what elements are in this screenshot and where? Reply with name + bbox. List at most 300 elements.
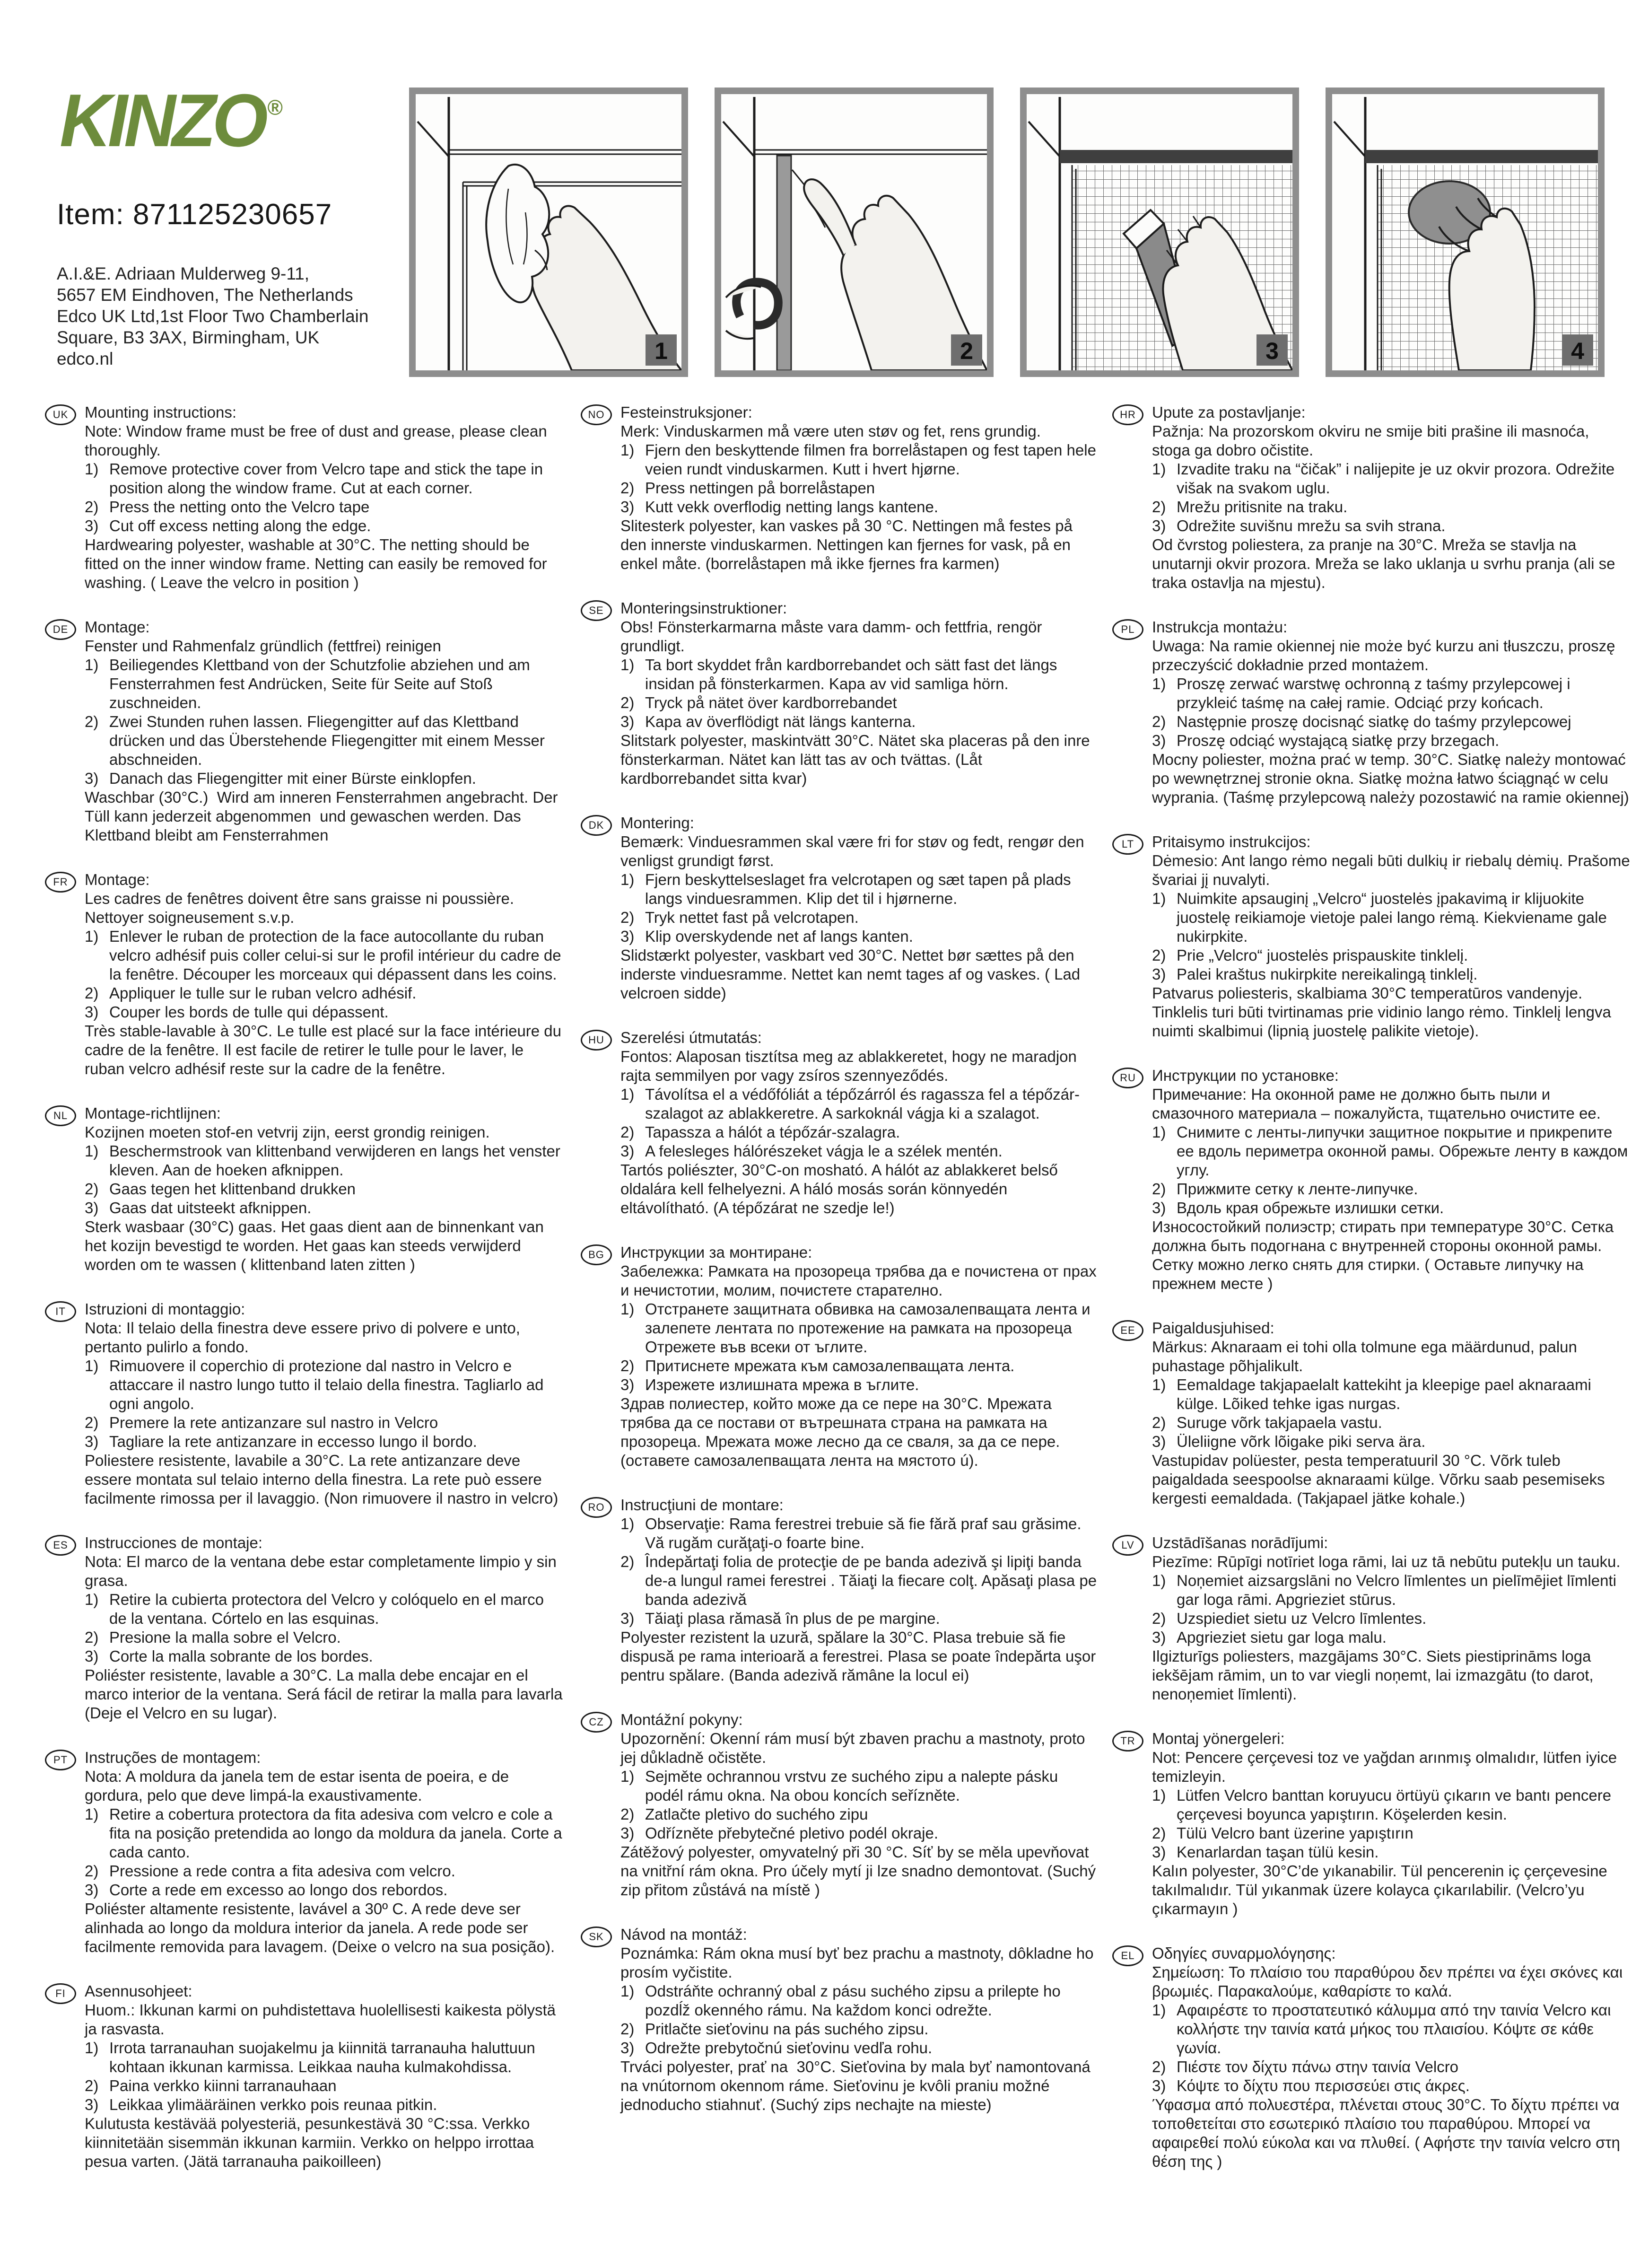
- lang-block-footer-note: Ύφασμα από πολυεστέρα, πλένεται στους 30°C. Το δίχτυ πρέπει να τοποθετείται στο εσωτερικό πλαίσιο του παραθύρου. Μπορεί να αφαιρεθεί πολύ εύκολα και να πλυθεί. ( Αφήστε την ταινία velcro στη θέση της ): [1152, 2096, 1625, 2170]
- step-number: 3): [1152, 1629, 1166, 1646]
- manufacturer-address: [57, 263, 368, 369]
- instruction-step-1: [620, 1515, 1100, 1552]
- language-code-badge-pl: PL: [1112, 619, 1143, 640]
- lang-block-body: [85, 1748, 564, 1956]
- instruction-step-3: [620, 1609, 1100, 1628]
- step-text: Observaţie: Rama ferestrei trebuie să fie fără praf sau grăsime. Vă rugăm curăţaţi-o foarte bine.: [645, 1515, 1082, 1551]
- step-number: 3): [620, 1376, 635, 1393]
- step-number: 1): [1152, 1376, 1166, 1393]
- lang-block-note: Nota: A moldura da janela tem de estar isenta de poeira, e de gordura, pelo que deve limpá-la exaustivamente.: [85, 1768, 514, 1804]
- step-number: 3): [1152, 1433, 1166, 1450]
- step-text: Appliquer le tulle sur le ruban velcro adhésif.: [109, 984, 417, 1002]
- step-text: Отстранете защитната обвивка на самозалепващата лента и залепете лентата по протежение на рамката на прозореца Отрежете във всеки от ъглите.: [645, 1300, 1091, 1356]
- lang-block-uk: [45, 403, 564, 592]
- step-text: Remove protective cover from Velcro tape and stick the tape in position along the window frame. Cut at each corner.: [109, 460, 543, 497]
- step-text: Távolítsa el a védőfóliát a tépőzárról és ragassza fel a tépőzár-szalagot az ablakkeretre. A sarkoknál vágja ki a szalagot.: [645, 1086, 1080, 1122]
- lang-block-heading: Montage:: [85, 618, 150, 636]
- lang-block-body: [1152, 1533, 1632, 1704]
- language-column-1: [45, 403, 567, 2197]
- step-text: Gaas tegen het klittenband drukken: [109, 1180, 356, 1198]
- lang-block-body: [620, 599, 1100, 788]
- step-text: Proszę zerwać warstwę ochronną z taśmy przylepcowej i przykleić taśmę na całej ramie. Odciąć przy końcach.: [1177, 675, 1570, 711]
- registered-trademark-icon: ®: [267, 95, 283, 120]
- step-number: 3): [85, 1003, 99, 1021]
- step-number: 2): [85, 498, 99, 516]
- instruction-step-3: [85, 1881, 564, 1900]
- lang-block-body: [85, 1982, 564, 2171]
- instruction-step-1: [620, 1085, 1100, 1123]
- lang-block-footer-note: Sterk wasbaar (30°C) gaas. Het gaas dient aan de binnenkant van het kozijn bevestigd te worden. Het gaas kan steeds verwijderd worden om te wassen ( klittenband laten zitten ): [85, 1218, 548, 1273]
- lang-block-body: [85, 870, 564, 1078]
- lang-block-note: Uwaga: Na ramie okiennej nie może być kurzu ani tłuszczu, proszę przeczyścić dokładnie przed montażem.: [1152, 637, 1620, 674]
- illustration-panel-1: [409, 88, 688, 377]
- language-code-badge-pt: PT: [45, 1750, 76, 1770]
- lang-block-pl: [1112, 618, 1632, 807]
- step-text: A felesleges hálórészeket vágja le a szélek mentén.: [645, 1142, 1003, 1160]
- lang-block-fi: [45, 1982, 564, 2171]
- step-number: 3): [85, 2096, 99, 2113]
- step-number: 1): [1152, 1786, 1166, 1804]
- instruction-step-3: [620, 1824, 1100, 1843]
- lang-block-tr: [1112, 1729, 1632, 1918]
- step-number: 1): [620, 441, 635, 459]
- step-number: 2): [1152, 1824, 1166, 1842]
- lang-block-el: [1112, 1944, 1632, 2171]
- lang-block-heading: Montážní pokyny:: [620, 1711, 743, 1728]
- lang-block-bg: [581, 1243, 1100, 1470]
- language-code-badge-bg: BG: [581, 1244, 612, 1265]
- step-text: Притиснете мрежата към самозалепващата лента.: [645, 1357, 1015, 1375]
- language-code-badge-ro: RO: [581, 1497, 612, 1518]
- instruction-step-2: [85, 1413, 564, 1432]
- step-text: Прижмите сетку к ленте-липучке.: [1177, 1180, 1418, 1198]
- lang-block-note: Merk: Vinduskarmen må være uten støv og fet, rens grundig.: [620, 422, 1041, 440]
- step-text: Izvadite traku na “čičak” i nalijepite je uz okvir prozora. Odrežite višak na svakom uglu.: [1177, 460, 1615, 497]
- lang-block-heading: Upute za postavljanje:: [1152, 403, 1306, 421]
- lang-block-note: Забележка: Рамката на прозореца трябва да е почистена от прах и нечистотии, молим, почистете старателно.: [620, 1262, 1101, 1299]
- lang-block-heading: Montaj yönergeleri:: [1152, 1730, 1285, 1747]
- step-number: 1): [620, 1086, 635, 1103]
- lang-block-body: [1152, 403, 1632, 592]
- step-text: Retire a cobertura protectora da fita adesiva com velcro e cole a fita na posição pretendida ao longo da moldura da janela. Corte a cada canto.: [109, 1805, 562, 1861]
- language-column-3: [1112, 403, 1632, 2197]
- step-number: 1): [620, 1300, 635, 1318]
- lang-block-footer-note: Poliéster altamente resistente, lavável a 30º C. A rede deve ser alinhada ao longo da moldura interior da janela. A rede pode ser facilmente removida para lavagem. (Deixe o velcro na sua posição).: [85, 1900, 555, 1955]
- step-number: 3): [1152, 2077, 1166, 2094]
- instruction-step-2: [620, 1357, 1100, 1375]
- address-line: A.I.&E. Adriaan Mulderweg 9-11,: [57, 264, 310, 283]
- step-text: Prie „Velcro“ juostelės prispauskite tinklelį.: [1177, 946, 1468, 964]
- step-number: 3): [620, 1610, 635, 1627]
- language-code-badge-se: SE: [581, 600, 612, 621]
- step-text: Rimuovere il coperchio di protezione dal nastro in Velcro e attaccare il nastro lungo tutto il telaio della finestra. Tagliarlo ad ogni angolo.: [109, 1357, 544, 1412]
- panel-number-label: 2: [960, 338, 973, 364]
- step-text: Üleliigne võrk lõigake piki serva ära.: [1177, 1433, 1426, 1450]
- instruction-step-3: [620, 498, 1100, 517]
- lang-block-note: Not: Pencere çerçevesi toz ve yağdan arınmış olmalıdır, lütfen iyice temizleyin.: [1152, 1749, 1622, 1785]
- lang-block-note: Nota: Il telaio della finestra deve essere privo di polvere e unto, pertanto pulirlo a fondo.: [85, 1319, 525, 1356]
- address-line: 5657 EM Eindhoven, The Netherlands: [57, 285, 353, 305]
- instruction-step-1: [1152, 1786, 1632, 1824]
- instruction-step-3: [85, 1003, 564, 1022]
- step-text: Corte la malla sobrante de los bordes.: [109, 1647, 373, 1665]
- step-text: Noņemiet aizsargslāni no Velcro līmlentes un pielīmējiet līmlenti gar loga rāmi. Apgrieziet stūrus.: [1177, 1572, 1616, 1608]
- step-number: 3): [620, 1142, 635, 1160]
- lang-block-body: [620, 814, 1100, 1003]
- instruction-step-2: [620, 479, 1100, 498]
- lang-block-heading: Mounting instructions:: [85, 403, 236, 421]
- instruction-step-3: [1152, 1628, 1632, 1647]
- step-number: 3): [1152, 517, 1166, 534]
- instruction-step-3: [620, 712, 1100, 731]
- lang-block-note: Σημείωση: Το πλαίσιο του παραθύρου δεν πρέπει να έχει σκόνες και βρωμιές. Παρακαλούμε, καθαρίστε το καλά.: [1152, 1963, 1627, 2000]
- instruction-step-3: [620, 927, 1100, 946]
- step-text: Tryk nettet fast på velcrotapen.: [645, 909, 859, 926]
- lang-block-nl: [45, 1104, 564, 1274]
- step-number: 1): [85, 2039, 99, 2057]
- instruction-step-3: [85, 517, 564, 535]
- step-number: 3): [1152, 1199, 1166, 1217]
- step-text: Odstráňte ochranný obal z pásu suchého zipsu a prilepte ho pozdĺž okenného rámu. Na každom konci odrežte.: [645, 1982, 1061, 2019]
- step-number: 3): [620, 1824, 635, 1842]
- step-number: 1): [85, 928, 99, 945]
- language-code-badge-el: EL: [1112, 1945, 1143, 1966]
- instruction-step-2: [85, 498, 564, 517]
- instruction-step-3: [1152, 2076, 1632, 2095]
- step-text: Tülü Velcro bant üzerine yapıştırın: [1177, 1824, 1413, 1842]
- instruction-illustrations: [409, 88, 1605, 377]
- lang-block-body: [1152, 1729, 1632, 1918]
- lang-block-cz: [581, 1710, 1100, 1900]
- step-number: 3): [85, 1199, 99, 1217]
- lang-block-footer-note: Hardwearing polyester, washable at 30°C. The netting should be fitted on the inner window frame. Netting can easily be removed for washing. ( Leave the velcro in position ): [85, 536, 551, 591]
- lang-block-heading: Instruções de montagem:: [85, 1749, 261, 1766]
- lang-block-footer-note: Kalın polyester, 30°C’de yıkanabilir. Tül pencerenin iç çerçevesine takılmalıdır. Tül yıkanmak üzere kolayca çıkarılabilir. (Velcro’yu çıkarmayın ): [1152, 1862, 1612, 1918]
- lang-block-body: [85, 1533, 567, 1723]
- lang-block-body: [620, 1028, 1100, 1217]
- lang-block-body: [85, 403, 564, 592]
- step-number: 2): [85, 2077, 99, 2094]
- instruction-step-1: [620, 870, 1100, 908]
- instruction-step-1: [85, 1357, 564, 1413]
- lang-block-heading: Monteringsinstruktioner:: [620, 599, 787, 617]
- lang-block-note: Fontos: Alaposan tisztítsa meg az ablakkeretet, hogy ne maradjon rajta semmilyen por vagy zsíros szennyeződés.: [620, 1048, 1082, 1084]
- step-number: 1): [620, 1515, 635, 1532]
- lang-block-heading: Montering:: [620, 814, 694, 832]
- instruction-step-3: [85, 1199, 564, 1217]
- step-number: 1): [620, 1982, 635, 2000]
- step-text: Palei kraštus nukirpkite nereikalingą tinklelį.: [1177, 965, 1478, 983]
- panel-number-label: 3: [1265, 338, 1279, 364]
- step-number: 1): [1152, 890, 1166, 907]
- instruction-step-1: [1152, 460, 1632, 498]
- instruction-step-3: [1152, 1199, 1632, 1217]
- language-code-badge-ru: RU: [1112, 1068, 1143, 1088]
- lang-block-body: [620, 403, 1100, 573]
- step-text: Lütfen Velcro banttan koruyucu örtüyü çıkarın ve bantı pencere çerçevesi boyunca yapıştırın. Köşelerden kesin.: [1177, 1786, 1612, 1823]
- step-number: 1): [1152, 1572, 1166, 1589]
- step-text: Вдоль края обрежьте излишки сетки.: [1177, 1199, 1444, 1217]
- instruction-step-2: [85, 1862, 564, 1881]
- instruction-step-3: [85, 1647, 564, 1666]
- instruction-step-1: [620, 441, 1100, 479]
- address-line: Square, B3 3AX, Birmingham, UK: [57, 328, 320, 347]
- lang-block-note: Nota: El marco de la ventana debe estar completamente limpio y sin grasa.: [85, 1553, 561, 1589]
- lang-block-no: [581, 403, 1100, 573]
- lang-block-heading: Инструкции за монтиране:: [620, 1243, 812, 1261]
- lang-block-footer-note: Patvarus poliesteris, skalbiama 30°C temperatūros vandenyje. Tinklelis turi būti tvirtinamas prie vidinio lango rėmo. Tinklelį lengva nuimti skalbimui (lipnią juostelę palikite vietoje).: [1152, 984, 1616, 1040]
- lang-block-fr: [45, 870, 564, 1078]
- step-text: Αφαιρέστε το προστατευτικό κάλυμμα από την ταινία Velcro και κολλήστε την ταινία κατά μήκος του πλαισίου. Κόψτε σε κάθε γωνία.: [1177, 2001, 1611, 2057]
- lang-block-heading: Festeinstruksjoner:: [620, 403, 752, 421]
- step-text: Leikkaa ylimääräinen verkko pois reunaa pitkin.: [109, 2096, 437, 2113]
- step-number: 2): [1152, 1414, 1166, 1431]
- instruction-step-1: [85, 1142, 564, 1180]
- lang-block-hu: [581, 1028, 1100, 1217]
- step-number: 2): [85, 984, 99, 1002]
- lang-block-body: [620, 1710, 1100, 1900]
- step-number: 2): [620, 694, 635, 711]
- language-code-badge-it: IT: [45, 1301, 76, 1322]
- cut-netting-illustration: [1027, 94, 1292, 370]
- step-number: 1): [85, 1357, 99, 1375]
- step-text: Paina verkko kiinni tarranauhaan: [109, 2077, 337, 2094]
- lang-block-footer-note: Polyester rezistent la uzură, spălare la 30°C. Plasa trebuie să fie dispusă pe rama interioară a ferestrei. Plasa se poate îndepărta uşor pentru spălare. (Banda adezivă rămâne la locul ei): [620, 1629, 1100, 1684]
- lang-block-footer-note: Mocny poliester, można prać w temp. 30°C. Siatkę należy montować po wewnętrznej stronie okna. Siatkę można łatwo ściągnąć w celu wyprania. (Taśmę przylepcową należy pozostawić na ramie okiennej): [1152, 751, 1630, 806]
- lang-block-body: [1152, 832, 1632, 1041]
- lang-block-footer-note: Zátěžový polyester, omyvatelný při 30 °C. Síť by se měla upevňovat na vnitřní rám okna. Pro účely mytí ji lze snadno demontovat. (Suchý zip přitom zůstává na místě ): [620, 1843, 1100, 1899]
- lang-block-body: [85, 1104, 564, 1274]
- instruction-step-2: [620, 2020, 1100, 2039]
- language-code-badge-fr: FR: [45, 872, 76, 893]
- lang-block-hr: [1112, 403, 1632, 592]
- lang-block-footer-note: Slitesterk polyester, kan vaskes på 30 °C. Nettingen må festes på den innerste vinduskarmen. Nettingen kan fjernes for vask, på en enkel måte. (borrelåstapen må ikke fjernes fra karmen): [620, 517, 1077, 572]
- language-code-badge-cz: CZ: [581, 1712, 612, 1733]
- instruction-step-2: [85, 1180, 564, 1199]
- lang-block-note: Huom.: Ikkunan karmi on puhdistettava huolellisesti kaikesta pölystä ja rasvasta.: [85, 2001, 560, 2038]
- step-number: 1): [1152, 460, 1166, 478]
- step-text: Tăiaţi plasa rămasă în plus de pe margine.: [645, 1610, 940, 1627]
- lang-block-body: [1152, 1319, 1632, 1508]
- instruction-step-3: [620, 1142, 1100, 1161]
- instruction-step-3: [620, 2039, 1100, 2058]
- lang-block-dk: [581, 814, 1100, 1003]
- step-number: 1): [620, 871, 635, 888]
- lang-block-heading: Instrucţiuni de montare:: [620, 1496, 784, 1514]
- step-text: Gaas dat uitsteekt afknippen.: [109, 1199, 312, 1217]
- lang-block-it: [45, 1300, 564, 1508]
- step-text: Klip overskydende net af langs kanten.: [645, 928, 913, 945]
- step-text: Kutt vekk overflodig netting langs kantene.: [645, 498, 939, 516]
- instruction-step-3: [1152, 731, 1632, 750]
- lang-block-heading: Instrucciones de montaje:: [85, 1534, 263, 1551]
- lang-block-heading: Paigaldusjuhised:: [1152, 1319, 1274, 1337]
- step-text: Ta bort skyddet från kardborrebandet och sätt fast det längs insidan på fönsterkarmen. Kapa av vid samliga hörn.: [645, 656, 1057, 692]
- step-text: Nuimkite apsauginį „Velcro“ juostelės įpakavimą ir klijuokite juostelę reikiamoje vietoje palei lango rėmą. Kiekviename gale nukirpkite.: [1177, 890, 1607, 945]
- instruction-step-3: [1152, 1432, 1632, 1451]
- step-text: Zwei Stunden ruhen lassen. Fliegengitter auf das Klettband drücken und das Überstehende Fliegengitter mit einem Messer abschneiden.: [109, 713, 545, 768]
- instruction-step-2: [1152, 2058, 1632, 2076]
- apply-tape-illustration: [721, 94, 987, 370]
- instruction-step-1: [1152, 2001, 1632, 2058]
- netting-top-edge: [1365, 150, 1598, 163]
- step-text: Pressione a rede contra a fita adesiva com velcro.: [109, 1862, 455, 1880]
- language-code-badge-hr: HR: [1112, 404, 1143, 425]
- lang-block-sk: [581, 1925, 1100, 2114]
- step-number: 3): [85, 517, 99, 534]
- step-text: Sejměte ochrannou vrstvu ze suchého zipu a nalepte pásku podél rámu okna. Na obou koncích seřízněte.: [645, 1768, 1058, 1804]
- step-number: 3): [620, 498, 635, 516]
- step-number: 3): [620, 928, 635, 945]
- instruction-step-1: [620, 656, 1100, 693]
- step-text: Pritlačte sieťovinu na pás suchého zipsu.: [645, 2020, 929, 2038]
- instruction-step-1: [1152, 889, 1632, 946]
- step-number: 2): [1152, 713, 1166, 730]
- step-text: Tryck på nätet över kardborrebandet: [645, 694, 897, 711]
- lang-block-ru: [1112, 1066, 1632, 1293]
- lang-block-body: [85, 1300, 564, 1508]
- step-number: 2): [1152, 498, 1166, 516]
- address-line: Edco UK Ltd,1st Floor Two Chamberlain: [57, 306, 369, 326]
- lang-block-body: [85, 618, 564, 845]
- instruction-step-2: [85, 2076, 564, 2095]
- step-number: 2): [620, 909, 635, 926]
- lang-block-heading: Uzstādīšanas norādījumi:: [1152, 1534, 1328, 1551]
- instruction-step-2: [620, 1123, 1100, 1142]
- language-code-badge-lv: LV: [1112, 1535, 1143, 1556]
- instruction-step-1: [1152, 1123, 1632, 1180]
- step-number: 3): [1152, 1843, 1166, 1861]
- step-text: Kapa av överflödigt nät längs kanterna.: [645, 713, 916, 730]
- instruction-step-2: [620, 1805, 1100, 1824]
- instruction-step-2: [1152, 1609, 1632, 1628]
- lang-block-footer-note: Здрав полиестер, който може да се пере на 30°C. Мрежата трябва да се постави от вътрешната страна на рамката на прозореца. Мрежата може лесно да се сваля, за да се пере. (оставете самозалепващата лента на мястото ú).: [620, 1395, 1064, 1469]
- lang-block-heading: Οδηγίες συναρμολόγησης:: [1152, 1944, 1336, 1962]
- step-text: Couper les bords de tulle qui dépassent.: [109, 1003, 389, 1021]
- step-number: 3): [85, 1647, 99, 1665]
- language-code-badge-de: DE: [45, 619, 76, 640]
- lang-block-footer-note: Vastupidav polüester, pesta temperatuuril 30 °C. Võrk tuleb paigaldada seespoolse aknaraami külge. Võrku saab pesemiseks kergesti eemaldada. (Takjapael jätke kohale.): [1152, 1452, 1609, 1507]
- step-text: Następnie proszę docisnąć siatkę do taśmy przylepcowej: [1177, 713, 1571, 730]
- illustration-panel-3: [1020, 88, 1299, 377]
- step-number: 2): [1152, 1180, 1166, 1198]
- step-text: Снимите с ленты-липучки защитное покрытие и прикрепите ее вдоль периметра оконной рамы. Обрежьте ленту в каждом углу.: [1177, 1123, 1628, 1179]
- lang-block-footer-note: Slidstærkt polyester, vaskbart ved 30°C. Nettet bør sættes på den inderste vinduesramme. Nettet kan nemt tages af og vaskes. ( Lad velcroen sidde): [620, 946, 1085, 1002]
- step-text: Apgrieziet sietu gar loga malu.: [1177, 1629, 1387, 1646]
- instruction-step-3: [1152, 965, 1632, 984]
- step-number: 2): [85, 1180, 99, 1198]
- instruction-step-1: [1152, 674, 1632, 712]
- language-code-badge-lt: LT: [1112, 834, 1143, 855]
- instruction-step-1: [85, 1590, 564, 1628]
- step-text: Irrota tarranauhan suojakelmu ja kiinnitä tarranauha haluttuun kohtaan ikkunan karmissa. Leikkaa nauha kulmakohdissa.: [109, 2039, 535, 2075]
- step-text: Tapassza a hálót a tépőzár-szalagra.: [645, 1123, 900, 1141]
- lang-block-heading: Szerelési útmutatás:: [620, 1029, 762, 1046]
- step-text: Proszę odciąć wystającą siatkę przy brzegach.: [1177, 732, 1500, 749]
- instruction-step-3: [85, 1432, 564, 1451]
- instruction-step-2: [85, 712, 564, 769]
- lang-block-note: Obs! Fönsterkarmarna måste vara damm- och fettfria, rengör grundligt.: [620, 618, 1047, 655]
- instruction-step-2: [85, 984, 564, 1003]
- step-text: Zatlačte pletivo do suchého zipu: [645, 1805, 868, 1823]
- lang-block-note: Märkus: Aknaraam ei tohi olla tolmune ega määrdunud, palun puhastage põhjalikult.: [1152, 1338, 1582, 1375]
- lang-block-footer-note: Trváci polyester, prať na 30°C. Sieťovina by mala byť namontovaná na vnútornom okennom ráme. Sieťovinu je kvôli praniu možné jednoducho stiahnuť. (Suchý zips nechajte na mieste): [620, 2058, 1095, 2113]
- step-number: 2): [620, 1357, 635, 1375]
- step-number: 2): [620, 1805, 635, 1823]
- step-text: Corte a rede em excesso ao longo dos rebordos.: [109, 1881, 448, 1899]
- step-number: 1): [85, 1591, 99, 1608]
- clean-frame-illustration: [416, 94, 681, 370]
- step-number: 3): [620, 2039, 635, 2057]
- lang-block-heading: Instrukcja montażu:: [1152, 618, 1288, 636]
- lang-block-footer-note: Износостойкий полиэстр; стирать при температуре 30°C. Сетка должна быть подогнана с внутренней стороны оконной рамы. Сетку можно легко снять для стирки. ( Оставьте липучку на прежнем месте ): [1152, 1218, 1618, 1292]
- lang-block-footer-note: Od čvrstog poliestera, za pranje na 30°C. Mreža se stavlja na unutarnji okvir prozora. Mreža se lako uklanja u svrhu pranja (ali se traka ostavlja na mjestu).: [1152, 536, 1620, 591]
- step-number: 1): [1152, 1123, 1166, 1141]
- lang-block-footer-note: Waschbar (30°C.) Wird am inneren Fensterrahmen angebracht. Der Tüll kann jederzeit abgenommen und gewaschen werden. Das Klettband bleibt am Fensterrahmen: [85, 788, 562, 844]
- step-number: 1): [85, 1142, 99, 1160]
- step-text: Uzspiediet sietu uz Velcro līmlentes.: [1177, 1610, 1427, 1627]
- step-number: 1): [620, 656, 635, 674]
- instruction-step-2: [1152, 712, 1632, 731]
- step-number: 1): [1152, 675, 1166, 692]
- lang-block-note: Bemærk: Vinduesrammen skal være fri for støv og fedt, rengør den venligst grundigt først.: [620, 833, 1089, 869]
- step-text: Danach das Fliegengitter mit einer Bürste einklopfen.: [109, 770, 476, 787]
- step-number: 3): [1152, 732, 1166, 749]
- instruction-step-2: [1152, 946, 1632, 965]
- press-netting-illustration: [1332, 94, 1598, 370]
- lang-block-se: [581, 599, 1100, 788]
- language-code-badge-fi: FI: [45, 1983, 76, 2004]
- lang-block-body: [620, 1496, 1100, 1685]
- step-text: Mrežu pritisnite na traku.: [1177, 498, 1348, 516]
- lang-block-heading: Pritaisymo instrukcijos:: [1152, 833, 1311, 850]
- instruction-step-1: [85, 927, 564, 984]
- step-number: 2): [620, 479, 635, 497]
- kinzo-logo: [60, 78, 282, 164]
- lang-block-es: [45, 1533, 567, 1723]
- step-text: Κόψτε το δίχτυ που περισσεύει στις άκρες.: [1177, 2077, 1470, 2094]
- lang-block-heading: Asennusohjeet:: [85, 1982, 192, 2000]
- lang-block-lt: [1112, 832, 1632, 1041]
- step-text: Eemaldage takjapaelalt kattekiht ja kleepige pael aknaraami külge. Lõiked tehke igas nurgas.: [1177, 1376, 1591, 1412]
- illustration-panel-4: [1326, 88, 1605, 377]
- language-code-badge-uk: UK: [45, 404, 76, 425]
- instruction-step-2: [620, 693, 1100, 712]
- step-number: 2): [620, 1553, 635, 1570]
- step-text: Presione la malla sobre el Velcro.: [109, 1629, 341, 1646]
- step-number: 1): [1152, 2001, 1166, 2019]
- language-code-badge-hu: HU: [581, 1030, 612, 1051]
- lang-block-note: Kozijnen moeten stof-en vetvrij zijn, eerst grondig reinigen.: [85, 1123, 490, 1141]
- instruction-step-2: [1152, 1413, 1632, 1432]
- lang-block-footer-note: Poliéster resistente, lavable a 30°C. La malla debe encajar en el marco interior de la ventana. Será fácil de retirar la malla para lavarla (Deje el Velcro en su lugar).: [85, 1666, 567, 1722]
- step-text: Enlever le ruban de protection de la face autocollante du ruban velcro adhésif puis coller celui-si sur le profil intérieur du cadre de la fenêtre. Découper les morceaux qui dépassent dans les coins.: [109, 928, 561, 983]
- lang-block-body: [1152, 1066, 1632, 1293]
- step-number: 2): [85, 713, 99, 730]
- instruction-step-2: [1152, 498, 1632, 517]
- language-code-badge-no: NO: [581, 404, 612, 425]
- step-number: 3): [85, 1433, 99, 1450]
- step-text: Beiliegendes Klettband von der Schutzfolie abziehen und am Fensterrahmen fest Andrücken, Seite für Seite auf Stoß zuschneiden.: [109, 656, 530, 711]
- language-code-badge-nl: NL: [45, 1105, 76, 1126]
- step-text: Premere la rete antizanzare sul nastro in Velcro: [109, 1414, 438, 1431]
- lang-block-ee: [1112, 1319, 1632, 1508]
- step-number: 1): [85, 460, 99, 478]
- instruction-step-3: [85, 2095, 564, 2114]
- lang-block-heading: Istruzioni di montaggio:: [85, 1300, 245, 1318]
- instruction-step-1: [620, 1300, 1100, 1357]
- language-code-badge-es: ES: [45, 1535, 76, 1556]
